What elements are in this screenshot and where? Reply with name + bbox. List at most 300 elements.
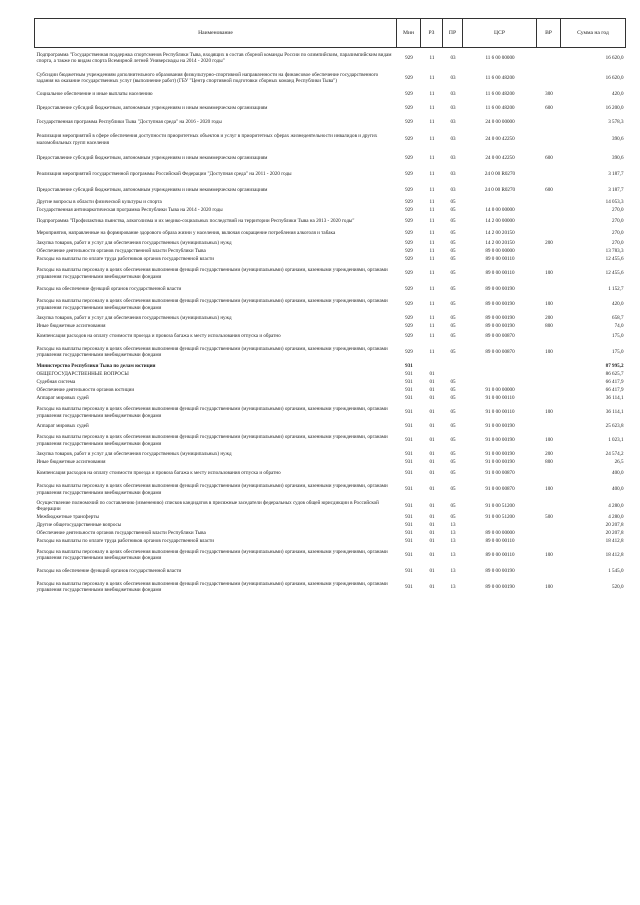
row-name: Аппарат мировых судей bbox=[36, 395, 89, 402]
row-sum: 420,0 bbox=[612, 301, 624, 308]
row-rz: 11 bbox=[429, 119, 435, 126]
row-sum: 12 455,6 bbox=[605, 256, 624, 263]
header-rz: РЗ bbox=[421, 19, 443, 48]
table-row bbox=[35, 264, 626, 284]
row-pr: 05 bbox=[450, 315, 456, 322]
row-pr: 05 bbox=[450, 459, 456, 466]
row-vr: 600 bbox=[545, 105, 553, 112]
row-rz: 01 bbox=[429, 469, 435, 476]
row-sum: 3 187,7 bbox=[608, 187, 624, 194]
row-vr: 200 bbox=[545, 451, 553, 458]
row-pr: 05 bbox=[450, 323, 456, 330]
row-rz: 11 bbox=[429, 74, 435, 81]
row-vr bbox=[537, 521, 561, 529]
header-pr: ПР bbox=[443, 19, 463, 48]
row-name: Межбюджетные трансферты bbox=[36, 513, 99, 520]
row-rz: 11 bbox=[429, 171, 435, 178]
row-sum: 270,0 bbox=[612, 240, 624, 247]
row-csr bbox=[463, 521, 537, 529]
row-sum: 66 417,9 bbox=[605, 387, 624, 394]
table-row bbox=[35, 500, 626, 513]
row-sum: 18 412,8 bbox=[605, 551, 624, 558]
row-rz: 11 bbox=[429, 348, 435, 355]
row-pr: 13 bbox=[450, 551, 456, 558]
row-pr: 13 bbox=[450, 529, 456, 536]
row-rz: 01 bbox=[429, 551, 435, 558]
row-pr: 05 bbox=[450, 503, 456, 510]
table-row bbox=[35, 248, 626, 256]
row-min: 929 bbox=[405, 348, 413, 355]
row-min: 929 bbox=[405, 74, 413, 81]
row-min: 931 bbox=[405, 395, 413, 402]
row-name: Расходы на выплаты по оплате труда работников органов государственной власти bbox=[36, 256, 214, 263]
table-row bbox=[35, 371, 626, 379]
table-row bbox=[35, 68, 626, 89]
row-sum: 24 574,2 bbox=[605, 451, 624, 458]
row-pr: 03 bbox=[450, 91, 456, 98]
row-min: 931 bbox=[405, 537, 413, 544]
row-vr bbox=[537, 117, 561, 129]
table-row bbox=[35, 537, 626, 545]
header-name: Наименование bbox=[35, 19, 397, 48]
row-pr: 05 bbox=[450, 256, 456, 263]
table-row bbox=[35, 199, 626, 207]
row-rz: 01 bbox=[429, 459, 435, 466]
table-row bbox=[35, 129, 626, 151]
row-sum: 175,0 bbox=[612, 348, 624, 355]
row-name: Государственная антинаркотическая программа Республики Тыва на 2014 - 2020 годы bbox=[36, 207, 223, 214]
table-row bbox=[35, 459, 626, 467]
row-vr bbox=[537, 363, 561, 371]
row-name: Расходы на выплаты персоналу в целях обеспечения выполнения функций государственными (муниципальными) органами, казенными учреждениями, органами управления государственными внебюджетными фондами bbox=[36, 434, 388, 447]
row-sum: 390,6 bbox=[612, 136, 624, 143]
row-sum: 1 545,0 bbox=[608, 567, 624, 574]
row-sum: 18 412,8 bbox=[605, 537, 624, 544]
row-pr: 05 bbox=[450, 395, 456, 402]
row-csr: 89 0 00 00190 bbox=[485, 285, 515, 292]
row-sum: 36 114,1 bbox=[605, 409, 624, 416]
row-name: Расходы на выплаты персоналу в целях обеспечения выполнения функций государственными (муниципальными) органами, казенными учреждениями, органами управления государственными внебюджетными фондами bbox=[36, 298, 388, 311]
row-csr: 91 0 00 00110 bbox=[485, 409, 515, 416]
row-pr: 05 bbox=[450, 270, 456, 277]
row-name: Другие общегосударственные вопросы bbox=[36, 521, 122, 528]
row-pr: 05 bbox=[450, 409, 456, 416]
table-row bbox=[35, 387, 626, 395]
row-vr: 100 bbox=[545, 486, 553, 493]
row-pr: 05 bbox=[450, 285, 456, 292]
row-rz: 01 bbox=[429, 567, 435, 574]
row-csr bbox=[463, 371, 537, 379]
row-sum: 66 417,9 bbox=[605, 379, 624, 386]
header-csr: ЦСР bbox=[463, 19, 537, 48]
row-name: Расходы на выплаты персоналу в целях обеспечения выполнения функций государственными (муниципальными) органами, казенными учреждениями, органами управления государственными внебюджетными фондами bbox=[36, 580, 388, 593]
row-pr: 05 bbox=[450, 437, 456, 444]
row-pr: 05 bbox=[450, 387, 456, 394]
row-rz: 01 bbox=[429, 423, 435, 430]
row-min: 931 bbox=[405, 529, 413, 536]
row-csr: 24 0 00 42250 bbox=[485, 155, 515, 162]
table-row bbox=[35, 295, 626, 315]
row-min: 931 bbox=[405, 423, 413, 430]
header-sum: Сумма на год bbox=[561, 19, 626, 48]
row-name: Реализация мероприятий в сфере обеспечения доступности приоритетных объектов и услуг в приоритетных сферах жизнедеятельности инвалидов и других маломобильных групп населения bbox=[36, 133, 378, 146]
row-min: 929 bbox=[405, 332, 413, 339]
row-name: Обеспечение деятельности органов государственной власти Республики Тыва bbox=[36, 248, 206, 255]
row-rz: 11 bbox=[429, 256, 435, 263]
row-rz: 11 bbox=[429, 105, 435, 112]
row-vr: 100 bbox=[545, 348, 553, 355]
row-name: Министерство Республики Тыва по делам юстиции bbox=[36, 363, 156, 370]
row-vr bbox=[537, 387, 561, 395]
row-csr: 89 0 00 00190 bbox=[485, 315, 515, 322]
row-min: 929 bbox=[405, 187, 413, 194]
table-row bbox=[35, 513, 626, 521]
table-row bbox=[35, 323, 626, 331]
row-csr bbox=[463, 379, 537, 387]
row-min: 929 bbox=[405, 105, 413, 112]
row-vr bbox=[537, 167, 561, 183]
row-rz: 01 bbox=[429, 537, 435, 544]
row-sum: 14 053,3 bbox=[605, 199, 624, 206]
budget-document bbox=[34, 18, 625, 597]
row-name: Компенсация расходов на оплату стоимости проезда и провоза багажа к месту использования отпуска и обратно bbox=[36, 469, 281, 476]
table-row bbox=[35, 395, 626, 403]
row-rz: 01 bbox=[429, 409, 435, 416]
row-sum: 26,5 bbox=[614, 459, 624, 466]
row-vr: 800 bbox=[545, 323, 553, 330]
row-csr: 11 6 00 48200 bbox=[485, 91, 515, 98]
row-min: 931 bbox=[405, 451, 413, 458]
row-csr: 89 0 00 00190 bbox=[485, 583, 515, 590]
table-row bbox=[35, 215, 626, 228]
row-vr bbox=[537, 199, 561, 207]
row-rz: 11 bbox=[429, 285, 435, 292]
row-rz: 11 bbox=[429, 199, 435, 206]
header-vr: ВР bbox=[537, 19, 561, 48]
row-rz: 11 bbox=[429, 248, 435, 255]
table-row bbox=[35, 423, 626, 431]
row-sum: 25 623,8 bbox=[605, 423, 624, 430]
table-row bbox=[35, 363, 626, 371]
row-rz: 11 bbox=[429, 301, 435, 308]
row-vr: 200 bbox=[545, 315, 553, 322]
table-row bbox=[35, 331, 626, 342]
row-name: Обеспечение деятельности органов государственной власти Республики Тыва bbox=[36, 529, 206, 536]
row-csr: 14 2 00 00000 bbox=[485, 217, 515, 224]
row-csr: 89 0 00 00110 bbox=[485, 256, 515, 263]
row-name: Мероприятия, направленные на формирование здорового образа жизни у населения, включая сокращение потребления алкоголя и табака bbox=[36, 230, 336, 237]
row-vr bbox=[537, 529, 561, 537]
row-rz: 11 bbox=[429, 91, 435, 98]
row-pr: 13 bbox=[450, 521, 456, 528]
row-min: 931 bbox=[405, 486, 413, 493]
row-rz: 01 bbox=[429, 387, 435, 394]
table-row bbox=[35, 89, 626, 101]
row-min: 931 bbox=[405, 437, 413, 444]
row-csr: 89 0 00 00190 bbox=[485, 567, 515, 574]
table-row bbox=[35, 207, 626, 215]
row-rz bbox=[421, 363, 443, 371]
row-rz: 11 bbox=[429, 332, 435, 339]
row-vr bbox=[537, 48, 561, 68]
row-min: 931 bbox=[405, 513, 413, 520]
row-csr: 24 0 00 00000 bbox=[485, 119, 515, 126]
table-row bbox=[35, 228, 626, 240]
row-rz: 01 bbox=[429, 583, 435, 590]
row-min: 929 bbox=[405, 217, 413, 224]
row-vr: 200 bbox=[545, 240, 553, 247]
row-name: Реализация мероприятий государственной программы Российской Федерации "Доступная среда" на 2011 - 2020 годы bbox=[36, 171, 292, 178]
row-min: 931 bbox=[405, 387, 413, 394]
row-name: Предоставление субсидий бюджетным, автономным учреждениям и иным некоммерческим организациям bbox=[36, 155, 268, 162]
row-csr: 91 0 00 00190 bbox=[485, 459, 515, 466]
row-pr: 05 bbox=[450, 199, 456, 206]
row-name: Расходы на обеспечение функций органов государственной власти bbox=[36, 285, 182, 292]
table-row bbox=[35, 565, 626, 577]
row-sum: 16 620,0 bbox=[605, 54, 624, 61]
row-name: Расходы на выплаты персоналу в целях обеспечения выполнения функций государственными (муниципальными) органами, казенными учреждениями, органами управления государственными внебюджетными фондами bbox=[36, 406, 388, 419]
row-sum: 1 023,1 bbox=[608, 437, 624, 444]
row-sum: 13 783,3 bbox=[605, 248, 624, 255]
row-pr: 05 bbox=[450, 486, 456, 493]
row-sum: 175,0 bbox=[612, 332, 624, 339]
row-min: 929 bbox=[405, 207, 413, 214]
row-sum: 86 625,7 bbox=[605, 371, 624, 378]
row-name: Расходы на выплаты по оплате труда работников органов государственной власти bbox=[36, 537, 214, 544]
row-rz: 11 bbox=[429, 207, 435, 214]
table-row bbox=[35, 577, 626, 597]
row-csr: 89 0 00 00110 bbox=[485, 551, 515, 558]
row-rz: 01 bbox=[429, 521, 435, 528]
row-sum: 400,0 bbox=[612, 486, 624, 493]
row-sum: 16 200,0 bbox=[605, 105, 624, 112]
row-vr bbox=[537, 395, 561, 403]
row-csr: 91 0 00 00190 bbox=[485, 451, 515, 458]
row-csr: 91 0 00 00870 bbox=[485, 469, 515, 476]
row-name: Подпрограмма "Профилактика пьянства, алкоголизма и их медико-социальных последствий на территории Республики Тыва на 2013 - 2020 годы" bbox=[36, 217, 355, 224]
row-name: Предоставление субсидий бюджетным, автономным учреждениям и иным некоммерческим организациям bbox=[36, 187, 268, 194]
row-sum: 390,6 bbox=[612, 155, 624, 162]
row-vr bbox=[537, 129, 561, 151]
row-name: Обеспечение деятельности органов юстиции bbox=[36, 387, 135, 394]
row-pr bbox=[443, 363, 463, 371]
table-row bbox=[35, 151, 626, 167]
table-row bbox=[35, 403, 626, 423]
table-row bbox=[35, 467, 626, 480]
row-vr bbox=[537, 331, 561, 342]
row-min: 929 bbox=[405, 315, 413, 322]
row-pr: 03 bbox=[450, 74, 456, 81]
row-sum: 20 207,8 bbox=[605, 521, 624, 528]
row-vr bbox=[537, 423, 561, 431]
row-name: Иные бюджетные ассигнования bbox=[36, 323, 106, 330]
table-row bbox=[35, 167, 626, 183]
row-pr: 03 bbox=[450, 119, 456, 126]
row-vr: 800 bbox=[545, 459, 553, 466]
row-rz: 11 bbox=[429, 270, 435, 277]
row-min: 931 bbox=[405, 363, 413, 370]
row-csr: 14 2 00 20150 bbox=[485, 230, 515, 237]
row-vr bbox=[537, 248, 561, 256]
row-csr: 89 0 00 00110 bbox=[485, 537, 515, 544]
row-rz: 01 bbox=[429, 437, 435, 444]
row-sum: 520,0 bbox=[612, 583, 624, 590]
row-rz: 11 bbox=[429, 136, 435, 143]
row-vr: 500 bbox=[545, 513, 553, 520]
row-rz: 11 bbox=[429, 240, 435, 247]
row-csr: 11 6 00 00000 bbox=[485, 54, 515, 61]
row-pr: 05 bbox=[450, 469, 456, 476]
row-rz: 11 bbox=[429, 54, 435, 61]
table-row bbox=[35, 480, 626, 500]
row-sum: 4 280,0 bbox=[608, 513, 624, 520]
table-row bbox=[35, 545, 626, 565]
row-vr bbox=[537, 371, 561, 379]
row-rz: 01 bbox=[429, 503, 435, 510]
header-min: Мин bbox=[397, 19, 421, 48]
row-rz: 11 bbox=[429, 230, 435, 237]
row-min: 929 bbox=[405, 323, 413, 330]
row-min: 929 bbox=[405, 285, 413, 292]
row-vr: 100 bbox=[545, 437, 553, 444]
table-row bbox=[35, 240, 626, 248]
row-pr: 05 bbox=[450, 423, 456, 430]
row-pr: 05 bbox=[450, 207, 456, 214]
row-min: 929 bbox=[405, 248, 413, 255]
row-csr: 14 2 00 20150 bbox=[485, 240, 515, 247]
row-name: Закупка товаров, работ и услуг для обеспечения государственных (муниципальных) нужд bbox=[36, 451, 232, 458]
row-csr: 11 6 00 48200 bbox=[485, 74, 515, 81]
row-pr: 05 bbox=[450, 513, 456, 520]
table-row bbox=[35, 117, 626, 129]
row-vr: 600 bbox=[545, 155, 553, 162]
row-min: 929 bbox=[405, 230, 413, 237]
row-csr: 24 0 00 42250 bbox=[485, 136, 515, 143]
row-sum: 3 578,3 bbox=[608, 119, 624, 126]
row-pr: 03 bbox=[450, 155, 456, 162]
table-body bbox=[35, 48, 626, 597]
row-min: 931 bbox=[405, 567, 413, 574]
row-min: 929 bbox=[405, 270, 413, 277]
table-row bbox=[35, 451, 626, 459]
row-pr: 03 bbox=[450, 105, 456, 112]
row-vr bbox=[537, 215, 561, 228]
row-min: 931 bbox=[405, 469, 413, 476]
row-min: 929 bbox=[405, 54, 413, 61]
row-pr: 05 bbox=[450, 451, 456, 458]
row-csr: 91 0 00 51200 bbox=[485, 503, 515, 510]
row-rz: 01 bbox=[429, 379, 435, 386]
table-row bbox=[35, 315, 626, 323]
row-min: 931 bbox=[405, 459, 413, 466]
row-pr: 05 bbox=[450, 217, 456, 224]
row-sum: 270,0 bbox=[612, 217, 624, 224]
row-csr: 91 0 00 00000 bbox=[485, 387, 515, 394]
row-vr: 100 bbox=[545, 301, 553, 308]
row-sum: 36 114,1 bbox=[605, 395, 624, 402]
row-min: 929 bbox=[405, 199, 413, 206]
row-pr: 05 bbox=[450, 240, 456, 247]
row-vr bbox=[537, 228, 561, 240]
row-pr: 03 bbox=[450, 54, 456, 61]
row-rz: 11 bbox=[429, 155, 435, 162]
row-csr: 24 0 00 R0270 bbox=[484, 171, 516, 178]
row-sum: 20 207,8 bbox=[605, 529, 624, 536]
row-sum: 420,0 bbox=[612, 91, 624, 98]
row-vr: 100 bbox=[545, 409, 553, 416]
table-header-row bbox=[35, 19, 626, 48]
row-sum: 270,0 bbox=[612, 230, 624, 237]
row-sum: 87 995,2 bbox=[605, 363, 624, 370]
budget-table bbox=[34, 18, 626, 597]
table-row bbox=[35, 48, 626, 68]
row-csr: 89 0 00 00870 bbox=[485, 348, 515, 355]
row-csr bbox=[463, 363, 537, 371]
row-rz: 01 bbox=[429, 395, 435, 402]
row-name: Расходы на обеспечение функций органов государственной власти bbox=[36, 567, 182, 574]
row-name: Судебная система bbox=[36, 379, 76, 386]
row-pr: 05 bbox=[450, 332, 456, 339]
row-pr: 05 bbox=[450, 248, 456, 255]
row-pr: 13 bbox=[450, 583, 456, 590]
row-csr: 89 0 00 00190 bbox=[485, 323, 515, 330]
row-sum: 400,0 bbox=[612, 469, 624, 476]
row-min: 931 bbox=[405, 371, 413, 378]
row-name: Субсидии бюджетным учреждениям дополнительного образования физкультурно-спортивной направленности на финансовое обеспечение государственного задания на оказание государственных услуг (выполнение работ) (ГБУ "Центр спортивной подготовки сборных команд Республики Тыва") bbox=[36, 71, 379, 84]
row-sum: 3 187,7 bbox=[608, 171, 624, 178]
row-rz: 11 bbox=[429, 217, 435, 224]
row-csr: 24 0 00 R0270 bbox=[484, 187, 516, 194]
table-row bbox=[35, 284, 626, 295]
row-vr: 100 bbox=[545, 551, 553, 558]
row-rz: 11 bbox=[429, 323, 435, 330]
row-pr: 05 bbox=[450, 348, 456, 355]
row-csr: 89 0 00 00870 bbox=[485, 332, 515, 339]
row-name: Расходы на выплаты персоналу в целях обеспечения выполнения функций государственными (муниципальными) органами, казенными учреждениями, органами управления государственными внебюджетными фондами bbox=[36, 267, 388, 280]
row-csr: 11 6 00 48200 bbox=[485, 105, 515, 112]
row-csr: 14 0 00 00000 bbox=[485, 207, 515, 214]
row-pr: 03 bbox=[450, 187, 456, 194]
row-csr bbox=[463, 199, 537, 207]
row-vr bbox=[537, 207, 561, 215]
row-sum: 1 152,7 bbox=[608, 285, 624, 292]
row-min: 931 bbox=[405, 503, 413, 510]
row-pr: 05 bbox=[450, 301, 456, 308]
row-name: Компенсация расходов на оплату стоимости проезда и провоза багажа к месту использования отпуска и обратно bbox=[36, 332, 281, 339]
row-csr: 91 0 00 00870 bbox=[485, 486, 515, 493]
row-name: ОБЩЕГОСУДАРСТВЕННЫЕ ВОПРОСЫ bbox=[36, 371, 129, 378]
row-name: Иные бюджетные ассигнования bbox=[36, 459, 106, 466]
row-rz: 01 bbox=[429, 451, 435, 458]
row-min: 929 bbox=[405, 171, 413, 178]
row-vr: 100 bbox=[545, 583, 553, 590]
row-vr bbox=[537, 68, 561, 89]
table-row bbox=[35, 529, 626, 537]
row-min: 929 bbox=[405, 256, 413, 263]
row-rz: 01 bbox=[429, 371, 435, 378]
row-pr: 05 bbox=[450, 230, 456, 237]
row-csr: 89 0 00 00000 bbox=[485, 529, 515, 536]
row-csr: 89 0 00 00190 bbox=[485, 301, 515, 308]
row-vr bbox=[537, 256, 561, 264]
row-vr bbox=[537, 500, 561, 513]
row-min: 929 bbox=[405, 119, 413, 126]
row-sum: 74,0 bbox=[614, 323, 624, 330]
row-vr bbox=[537, 284, 561, 295]
row-name: Другие вопросы в области физической культуры и спорта bbox=[36, 199, 162, 206]
row-sum: 270,0 bbox=[612, 207, 624, 214]
row-sum: 4 280,0 bbox=[608, 503, 624, 510]
